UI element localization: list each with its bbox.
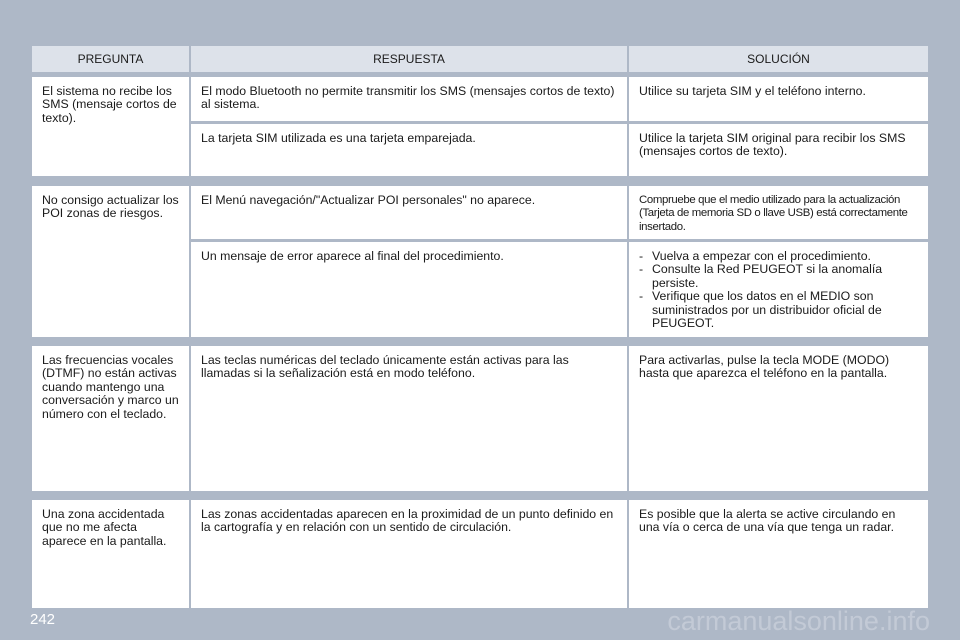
solution-cell xyxy=(629,242,928,337)
question-cell: Las frecuencias vocales (DTMF) no están activas cuando mantengo una conversación y marco un número con el teclado. xyxy=(32,346,189,491)
answer-cell: Las zonas accidentadas aparecen en la proximidad de un punto definido en la cartografía y en relación con un sentido de circulación. xyxy=(191,500,627,608)
question-cell: El sistema no recibe los SMS (mensaje cortos de texto). xyxy=(32,77,189,176)
solution-list xyxy=(639,250,918,330)
answer-cell: El modo Bluetooth no permite transmitir los SMS (mensajes cortos de texto) al sistema. xyxy=(191,77,627,121)
solution-cell: Utilice la tarjeta SIM original para recibir los SMS (mensajes cortos de texto). xyxy=(629,124,928,176)
header-solution: SOLUCIÓN xyxy=(629,46,928,72)
header-answer: RESPUESTA xyxy=(191,46,627,72)
question-cell: No consigo actualizar los POI zonas de riesgos. xyxy=(32,186,189,337)
list-item: - Verifique que los datos en el MEDIO son suministrados por un distribuidor oficial de PEUGEOT. xyxy=(639,290,918,330)
question-cell: Una zona accidentada que no me afecta aparece en la pantalla. xyxy=(32,500,189,608)
solution-cell: Para activarlas, pulse la tecla MODE (MODO) hasta que aparezca el teléfono en la pantalla. xyxy=(629,346,928,491)
header-question: PREGUNTA xyxy=(32,46,189,72)
solution-cell: Compruebe que el medio utilizado para la actualización (Tarjeta de memoria SD o llave USB) está correctamente insertado. xyxy=(629,186,928,239)
list-item: - Consulte la Red PEUGEOT si la anomalía persiste. xyxy=(639,263,918,290)
page-number: 242 xyxy=(30,611,56,628)
watermark: carmanualsonline.info xyxy=(667,606,930,636)
answer-cell: Las teclas numéricas del teclado únicamente están activas para las llamadas si la señalización está en modo teléfono. xyxy=(191,346,627,491)
answer-cell: El Menú navegación/"Actualizar POI personales" no aparece. xyxy=(191,186,627,239)
list-item: - Vuelva a empezar con el procedimiento. xyxy=(639,250,918,263)
answer-cell: Un mensaje de error aparece al final del procedimiento. xyxy=(191,242,627,337)
answer-cell: La tarjeta SIM utilizada es una tarjeta emparejada. xyxy=(191,124,627,176)
solution-cell: Utilice su tarjeta SIM y el teléfono interno. xyxy=(629,77,928,121)
solution-cell: Es posible que la alerta se active circulando en una vía o cerca de una vía que tenga un radar. xyxy=(629,500,928,608)
